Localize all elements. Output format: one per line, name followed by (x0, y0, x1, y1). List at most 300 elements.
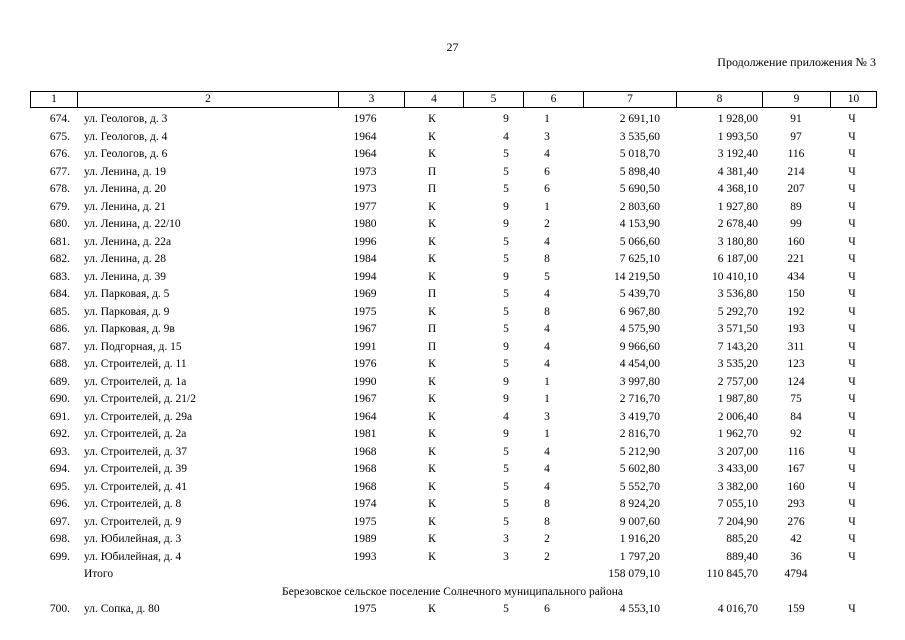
wall-material-cell: К (428, 270, 436, 283)
total-label: Итого (84, 568, 114, 580)
wall-material-cell: К (428, 200, 436, 213)
ownership-cell: Ч (848, 148, 856, 160)
year-built-cell: 1968 (353, 480, 377, 493)
entrances-cell: 3 (544, 410, 550, 423)
living-area-cell: 2 678,40 (717, 218, 758, 230)
table-row (30, 531, 877, 549)
entrances-cell: 4 (544, 358, 550, 370)
residents-cell: 293 (787, 498, 805, 510)
address-cell: ул. Строителей, д. 1а (84, 375, 187, 388)
ownership-cell: Ч (848, 200, 856, 213)
total-area-cell: 1 916,20 (619, 533, 660, 545)
floors-cell: 9 (503, 393, 509, 405)
table-header (30, 91, 877, 108)
total-area-cell: 5 602,80 (619, 463, 660, 475)
total-area-cell: 2 816,70 (619, 428, 660, 440)
table-row (30, 234, 877, 252)
living-area-cell: 6 187,00 (717, 253, 758, 265)
address-cell: ул. Строителей, д. 2а (84, 428, 187, 440)
table-row (30, 444, 877, 462)
wall-material-cell: П (427, 165, 437, 178)
floors-cell: 5 (503, 480, 509, 493)
total-area-cell: 9 007,60 (619, 515, 660, 528)
entrances-cell: 1 (544, 200, 550, 213)
table-row (30, 199, 877, 217)
floors-cell: 5 (503, 183, 509, 195)
year-built-cell: 1968 (353, 445, 377, 458)
residents-sum: 4794 (784, 568, 808, 580)
wall-material-cell: К (428, 235, 436, 248)
row-number-cell: 692. (49, 428, 70, 440)
ownership-cell: Ч (848, 165, 856, 178)
table-row (30, 164, 877, 182)
wall-material-cell: К (428, 498, 436, 510)
row-number-cell: 690. (49, 393, 70, 405)
living-area-cell: 4 016,70 (717, 603, 758, 615)
address-cell: ул. Ленина, д. 22/10 (84, 218, 181, 230)
residents-cell: 75 (790, 393, 802, 405)
table-row (30, 146, 877, 164)
wall-material-cell: К (428, 113, 436, 125)
floors-cell: 3 (503, 550, 509, 563)
residents-cell: 311 (787, 340, 805, 353)
floors-cell: 9 (503, 375, 509, 388)
entrances-cell: 4 (544, 463, 550, 475)
residents-cell: 193 (787, 323, 805, 335)
year-built-cell: 1973 (353, 165, 377, 178)
year-built-cell: 1964 (353, 130, 377, 143)
entrances-cell: 1 (544, 428, 550, 440)
table-row (30, 216, 877, 234)
row-number-cell: 694. (49, 463, 70, 475)
floors-cell: 5 (503, 498, 509, 510)
floors-cell: 5 (503, 148, 509, 160)
entrances-cell: 1 (544, 393, 550, 405)
wall-material-cell: К (428, 130, 436, 143)
year-built-cell: 1967 (353, 323, 377, 335)
floors-cell: 9 (503, 200, 509, 213)
floors-cell: 4 (503, 130, 509, 143)
year-built-cell: 1990 (353, 375, 377, 388)
row-number-cell: 699. (49, 550, 70, 563)
living-area-cell: 1 987,80 (717, 393, 758, 405)
year-built-cell: 1976 (353, 358, 377, 370)
total-area-cell: 4 153,90 (619, 218, 660, 230)
row-number-cell: 681. (49, 235, 70, 248)
ownership-cell: Ч (848, 218, 856, 230)
total-area-cell: 7 625,10 (619, 253, 660, 265)
living-area-cell: 889,40 (726, 550, 758, 563)
row-number-cell: 696. (49, 498, 70, 510)
wall-material-cell: К (428, 550, 436, 563)
residents-cell: 97 (790, 130, 802, 143)
row-number-cell: 700. (49, 603, 70, 615)
year-built-cell: 1967 (353, 393, 377, 405)
floors-cell: 3 (503, 533, 509, 545)
address-cell: ул. Строителей, д. 37 (84, 445, 188, 458)
living-area-cell: 10 410,10 (712, 270, 758, 283)
residents-cell: 36 (790, 550, 802, 563)
floors-cell: 5 (503, 253, 509, 265)
total-area-cell: 8 924,20 (619, 498, 660, 510)
entrances-cell: 2 (544, 550, 550, 563)
wall-material-cell: К (428, 253, 436, 265)
living-area-cell: 885,20 (726, 533, 758, 545)
ownership-cell: Ч (848, 358, 856, 370)
row-number-cell: 687. (49, 340, 70, 353)
entrances-cell: 4 (544, 480, 550, 493)
ownership-cell: Ч (848, 305, 856, 318)
year-built-cell: 1981 (353, 428, 377, 440)
living-area-cell: 4 368,10 (717, 183, 758, 195)
ownership-cell: Ч (848, 235, 856, 248)
continuation-caption: Продолжение приложения № 3 (717, 55, 876, 69)
total-row (30, 566, 877, 584)
total-area-cell: 5 690,50 (619, 183, 660, 195)
ownership-cell: Ч (848, 533, 856, 545)
row-number-cell: 680. (49, 218, 70, 230)
total-area-cell: 6 967,80 (619, 305, 660, 318)
address-cell: ул. Парковая, д. 9в (84, 323, 175, 335)
address-cell: ул. Подгорная, д. 15 (84, 340, 182, 353)
year-built-cell: 1989 (353, 533, 377, 545)
wall-material-cell: К (428, 533, 436, 545)
ownership-cell: Ч (848, 340, 856, 353)
living-area-cell: 7 055,10 (717, 498, 758, 510)
floors-cell: 9 (503, 218, 509, 230)
entrances-cell: 8 (544, 253, 550, 265)
entrances-cell: 1 (544, 113, 550, 125)
address-cell: ул. Строителей, д. 9 (84, 515, 182, 528)
address-cell: ул. Ленина, д. 20 (84, 183, 166, 195)
year-built-cell: 1964 (353, 410, 377, 423)
living-area-cell: 3 433,00 (717, 463, 758, 475)
row-number-cell: 676. (49, 148, 70, 160)
total-area-cell: 2 803,60 (619, 200, 660, 213)
wall-material-cell: П (427, 288, 437, 300)
ownership-cell: Ч (848, 323, 856, 335)
living-area-cell: 7 204,90 (717, 515, 758, 528)
wall-material-cell: К (428, 463, 436, 475)
ownership-cell: Ч (848, 113, 856, 125)
year-built-cell: 1977 (353, 200, 377, 213)
header-col-9: 9 (762, 92, 830, 107)
wall-material-cell: К (428, 375, 436, 388)
address-cell: ул. Ленина, д. 28 (84, 253, 166, 265)
residents-cell: 167 (787, 463, 805, 475)
residents-cell: 150 (787, 288, 805, 300)
row-number-cell: 695. (49, 480, 70, 493)
floors-cell: 5 (503, 358, 509, 370)
row-number-cell: 698. (49, 533, 70, 545)
wall-material-cell: К (428, 428, 436, 440)
total-area-cell: 4 575,90 (619, 323, 660, 335)
year-built-cell: 1994 (353, 270, 377, 283)
year-built-cell: 1969 (353, 288, 377, 300)
address-cell: ул. Ленина, д. 22а (84, 235, 172, 248)
table-row (30, 461, 877, 479)
living-area-cell: 1 927,80 (717, 200, 758, 213)
residents-cell: 159 (787, 603, 805, 615)
floors-cell: 9 (503, 428, 509, 440)
living-area-cell: 3 207,00 (717, 445, 758, 458)
floors-cell: 9 (503, 340, 509, 353)
year-built-cell: 1975 (353, 603, 377, 615)
address-cell: ул. Геологов, д. 6 (84, 148, 168, 160)
living-area-cell: 1 928,00 (717, 113, 758, 125)
wall-material-cell: К (428, 515, 436, 528)
table-row (30, 514, 877, 532)
floors-cell: 5 (503, 165, 509, 178)
residents-cell: 116 (787, 445, 805, 458)
table-row (30, 479, 877, 497)
ownership-cell: Ч (848, 183, 856, 195)
residents-cell: 42 (790, 533, 802, 545)
table-row (30, 111, 877, 129)
floors-cell: 5 (503, 235, 509, 248)
floors-cell: 5 (503, 603, 509, 615)
living-area-cell: 3 571,50 (717, 323, 758, 335)
living-area-cell: 3 535,20 (717, 358, 758, 370)
residents-cell: 91 (790, 113, 802, 125)
ownership-cell: Ч (848, 445, 856, 458)
living-area-cell: 3 382,00 (717, 480, 758, 493)
row-number-cell: 686. (49, 323, 70, 335)
page-number: 27 (446, 40, 459, 54)
address-cell: ул. Сопка, д. 80 (84, 603, 160, 615)
total-area-cell: 5 018,70 (619, 148, 660, 160)
year-built-cell: 1991 (353, 340, 377, 353)
row-number-cell: 674. (49, 113, 70, 125)
total-area-cell: 3 997,80 (619, 375, 660, 388)
wall-material-cell: К (428, 480, 436, 493)
entrances-cell: 1 (544, 375, 550, 388)
year-built-cell: 1993 (353, 550, 377, 563)
header-col-6: 6 (523, 92, 583, 107)
year-built-cell: 1964 (353, 148, 377, 160)
wall-material-cell: К (428, 603, 436, 615)
total-area-cell: 5 898,40 (619, 165, 660, 178)
wall-material-cell: К (428, 410, 436, 423)
entrances-cell: 4 (544, 340, 550, 353)
residents-cell: 99 (790, 218, 802, 230)
entrances-cell: 6 (544, 165, 550, 178)
ownership-cell: Ч (848, 375, 856, 388)
wall-material-cell: П (427, 340, 437, 353)
table-row (30, 304, 877, 322)
section-title: Березовское сельское поселение Солнечного муниципального района (282, 585, 623, 598)
address-cell: ул. Строителей, д. 11 (84, 358, 187, 370)
address-cell: ул. Ленина, д. 19 (84, 165, 166, 178)
address-cell: ул. Геологов, д. 4 (84, 130, 168, 143)
row-number-cell: 697. (49, 515, 70, 528)
table-row (30, 409, 877, 427)
year-built-cell: 1975 (353, 515, 377, 528)
entrances-cell: 2 (544, 218, 550, 230)
row-number-cell: 682. (49, 253, 70, 265)
total-area-cell: 14 219,50 (614, 270, 660, 283)
address-cell: ул. Строителей, д. 21/2 (84, 393, 196, 405)
header-col-5: 5 (463, 92, 523, 107)
address-cell: ул. Строителей, д. 29а (84, 410, 193, 423)
table-row (30, 391, 877, 409)
living-area-cell: 4 381,40 (717, 165, 758, 178)
table-row (30, 601, 877, 619)
floors-cell: 5 (503, 305, 509, 318)
total-area-cell: 2 691,10 (619, 113, 660, 125)
living-area-cell: 3 192,40 (717, 148, 758, 160)
floors-cell: 5 (503, 445, 509, 458)
residents-cell: 92 (790, 428, 802, 440)
living-area-sum: 110 845,70 (706, 568, 758, 580)
address-cell: ул. Юбилейная, д. 3 (84, 533, 182, 545)
row-number-cell: 688. (49, 358, 70, 370)
table-row (30, 269, 877, 287)
row-number-cell: 683. (49, 270, 70, 283)
table-row (30, 496, 877, 514)
entrances-cell: 6 (544, 603, 550, 615)
address-cell: ул. Строителей, д. 39 (84, 463, 188, 475)
total-area-cell: 4 454,00 (619, 358, 660, 370)
header-col-3: 3 (338, 92, 404, 107)
living-area-cell: 1 993,50 (717, 130, 758, 143)
wall-material-cell: К (428, 358, 436, 370)
header-col-10: 10 (830, 92, 876, 107)
wall-material-cell: К (428, 218, 436, 230)
row-number-cell: 693. (49, 445, 70, 458)
address-cell: ул. Парковая, д. 5 (84, 288, 170, 300)
address-cell: ул. Строителей, д. 8 (84, 498, 182, 510)
ownership-cell: Ч (848, 498, 856, 510)
row-number-cell: 689. (49, 375, 70, 388)
table-row (30, 286, 877, 304)
row-number-cell: 691. (49, 410, 70, 423)
residents-cell: 124 (787, 375, 805, 388)
total-area-cell: 1 797,20 (619, 550, 660, 563)
residents-cell: 207 (787, 183, 805, 195)
total-area-cell: 5 439,70 (619, 288, 660, 300)
entrances-cell: 4 (544, 235, 550, 248)
living-area-cell: 5 292,70 (717, 305, 758, 318)
floors-cell: 9 (503, 270, 509, 283)
table-row (30, 129, 877, 147)
total-area-sum: 158 079,10 (608, 568, 660, 580)
year-built-cell: 1975 (353, 305, 377, 318)
wall-material-cell: П (427, 323, 437, 335)
header-col-2: 2 (77, 92, 338, 107)
table-row (30, 549, 877, 567)
year-built-cell: 1980 (353, 218, 377, 230)
address-cell: ул. Ленина, д. 21 (84, 200, 166, 213)
header-col-7: 7 (583, 92, 676, 107)
total-area-cell: 5 552,70 (619, 480, 660, 493)
residents-cell: 214 (787, 165, 805, 178)
ownership-cell: Ч (848, 463, 856, 475)
ownership-cell: Ч (848, 428, 856, 440)
floors-cell: 5 (503, 463, 509, 475)
entrances-cell: 6 (544, 183, 550, 195)
ownership-cell: Ч (848, 480, 856, 493)
row-number-cell: 684. (49, 288, 70, 300)
residents-cell: 89 (790, 200, 802, 213)
year-built-cell: 1974 (353, 498, 377, 510)
wall-material-cell: К (428, 393, 436, 405)
entrances-cell: 8 (544, 515, 550, 528)
total-area-cell: 5 212,90 (619, 445, 660, 458)
ownership-cell: Ч (848, 253, 856, 265)
ownership-cell: Ч (848, 393, 856, 405)
year-built-cell: 1973 (353, 183, 377, 195)
floors-cell: 4 (503, 410, 509, 423)
ownership-cell: Ч (848, 550, 856, 563)
ownership-cell: Ч (848, 410, 856, 423)
ownership-cell: Ч (848, 130, 856, 143)
row-number-cell: 679. (49, 200, 70, 213)
ownership-cell: Ч (848, 288, 856, 300)
total-area-cell: 4 553,10 (619, 603, 660, 615)
residents-cell: 192 (787, 305, 805, 318)
residents-cell: 276 (787, 515, 805, 528)
year-built-cell: 1976 (353, 113, 377, 125)
entrances-cell: 4 (544, 323, 550, 335)
row-number-cell: 675. (49, 130, 70, 143)
address-cell: ул. Геологов, д. 3 (84, 113, 168, 125)
living-area-cell: 3 180,80 (717, 235, 758, 248)
entrances-cell: 2 (544, 533, 550, 545)
header-col-1: 1 (51, 93, 57, 105)
table-body (30, 111, 877, 619)
header-col-8: 8 (676, 92, 762, 107)
entrances-cell: 8 (544, 498, 550, 510)
residents-cell: 160 (787, 480, 805, 493)
year-built-cell: 1984 (353, 253, 377, 265)
year-built-cell: 1996 (353, 235, 377, 248)
entrances-cell: 4 (544, 445, 550, 458)
entrances-cell: 3 (544, 130, 550, 143)
living-area-cell: 3 536,80 (717, 288, 758, 300)
living-area-cell: 1 962,70 (717, 428, 758, 440)
table-row (30, 356, 877, 374)
row-number-cell: 685. (49, 305, 70, 318)
address-cell: ул. Строителей, д. 41 (84, 480, 188, 493)
residents-cell: 116 (787, 148, 805, 160)
total-area-cell: 9 966,60 (619, 340, 660, 353)
header-col-4: 4 (404, 92, 463, 107)
entrances-cell: 8 (544, 305, 550, 318)
total-area-cell: 2 716,70 (619, 393, 660, 405)
total-area-cell: 5 066,60 (619, 235, 660, 248)
total-area-cell: 3 535,60 (619, 130, 660, 143)
ownership-cell: Ч (848, 515, 856, 528)
living-area-cell: 2 757,00 (717, 375, 758, 388)
residents-cell: 123 (787, 358, 805, 370)
residents-cell: 434 (787, 270, 805, 283)
entrances-cell: 5 (544, 270, 550, 283)
floors-cell: 5 (503, 515, 509, 528)
wall-material-cell: П (427, 183, 437, 195)
ownership-cell: Ч (848, 603, 856, 615)
address-cell: ул. Ленина, д. 39 (84, 270, 166, 283)
table-row (30, 251, 877, 269)
living-area-cell: 2 006,40 (717, 410, 758, 423)
residents-cell: 84 (790, 410, 802, 423)
table-row (30, 426, 877, 444)
wall-material-cell: К (428, 445, 436, 458)
table-row (30, 321, 877, 339)
residents-cell: 160 (787, 235, 805, 248)
address-cell: ул. Юбилейная, д. 4 (84, 550, 182, 563)
table-row (30, 374, 877, 392)
